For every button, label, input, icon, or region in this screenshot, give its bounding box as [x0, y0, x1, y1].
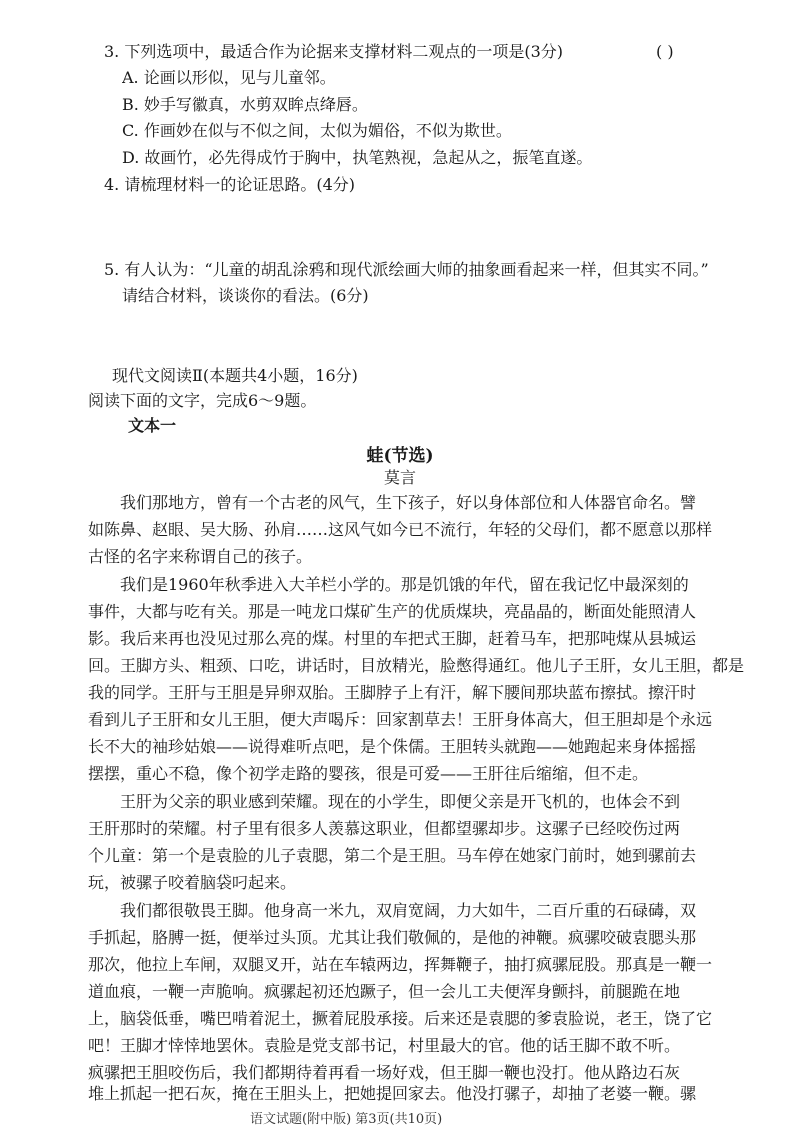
- article-line: 回。王脚方头、粗颈、口吃，讲话时，目放精光，脸憋得通红。他儿子王肝，女儿王胆，都是: [88, 656, 745, 675]
- question-3-stem: 3. 下列选项中，最适合作为论据来支撑材料二观点的一项是(3分): [104, 42, 564, 61]
- article-line: 事件，大都与吃有关。那是一吨龙口煤矿生产的优质煤块，亮晶晶的，断面处能照清人: [88, 602, 697, 621]
- section-heading: 现代文阅读Ⅱ(本题共4小题，16分): [112, 366, 358, 385]
- article-line: 看到儿子王肝和女儿王胆，便大声喝斥：回家割草去！王肝身体高大，但王胆却是个永远: [88, 710, 713, 729]
- article-title: 蛙(节选): [366, 446, 434, 466]
- article-line: 王肝那时的荣耀。村子里有很多人羡慕这职业，但都望骡却步。这骡子已经咬伤过两: [88, 819, 681, 838]
- question-5-line-1: 5. 有人认为：“儿童的胡乱涂鸦和现代派绘画大师的抽象画看起来一样，但其实不同。”: [104, 260, 709, 279]
- article-line: 我们那地方，曾有一个古老的风气，生下孩子，好以身体部位和人体器官命名。譬: [120, 493, 697, 512]
- article-line: 摆摆，重心不稳，像个初学走路的婴孩，很是可爱——王肝往后缩缩，但不走。: [88, 764, 649, 783]
- question-3-option-d: D. 故画竹，必先得成竹于胸中，执笔熟视，急起从之，振笔直遂。: [122, 148, 593, 167]
- article-author: 莫言: [383, 468, 416, 487]
- question-3-option-b: B. 妙手写徽真，水剪双眸点绛唇。: [122, 95, 368, 114]
- section-instruction: 阅读下面的文字，完成6～9题。: [88, 391, 317, 410]
- article-line: 我们都很敬畏王脚。他身高一米九，双肩宽阔，力大如牛，二百斤重的石碌碡，双: [120, 901, 697, 920]
- article-line: 我的同学。王肝与王胆是异卵双胎。王脚脖子上有汗，解下腰间那块蓝布擦拭。擦汗时: [88, 683, 697, 702]
- article-line: 王肝为父亲的职业感到荣耀。现在的小学生，即便父亲是开飞机的，也体会不到: [120, 792, 681, 811]
- article-line: 长不大的袖珍姑娘——说得难听点吧，是个侏儒。王胆转头就跑——她跑起来身体摇摇: [88, 737, 697, 756]
- question-3-option-c: C. 作画妙在似与不似之间，太似为媚俗，不似为欺世。: [122, 121, 512, 140]
- article-line: 吧！王脚才悻悻地罢休。袁脸是党支部书记，村里最大的官。他的话王脚不敢不听。: [88, 1036, 681, 1055]
- article-line: 那次，他拉上车闸，双腿叉开，站在车辕两边，挥舞鞭子，抽打疯骡屁股。那真是一鞭一: [88, 955, 713, 974]
- article-line: 上，脑袋低垂，嘴巴啃着泥土，撅着屁股承接。后来还是袁腮的爹袁脸说，老王，饶了它: [88, 1009, 713, 1028]
- page-footer: 语文试题(附中版) 第3页(共10页): [250, 1112, 443, 1127]
- article-line: 疯骡把王胆咬伤后，我们都期待着再看一场好戏，但王脚一鞭也没打。他从路边石灰: [88, 1063, 681, 1082]
- article-line: 古怪的名字来称谓自己的孩子。: [88, 547, 313, 566]
- article-line: 手抓起，胳膊一挺，便举过头顶。尤其让我们敬佩的，是他的神鞭。疯骡咬破袁腮头那: [88, 928, 697, 947]
- article-line: 我们是1960年秋季进入大羊栏小学的。那是饥饿的年代，留在我记忆中最深刻的: [120, 575, 689, 594]
- article-line: 道血痕，一鞭一声脆响。疯骡起初还尥蹶子，但一会儿工夫便浑身颤抖，前腿跪在地: [88, 982, 681, 1001]
- text-label: 文本一: [128, 416, 177, 435]
- article-line: 如陈鼻、赵眼、吴大肠、孙肩……这风气如今已不流行，年轻的父母们，都不愿意以那样: [88, 520, 713, 539]
- article-line: 玩，被骡子咬着脑袋叼起来。: [88, 873, 297, 892]
- article-line: 影。我后来再也没见过那么亮的煤。村里的车把式王脚，赶着马车，把那吨煤从县城运: [88, 629, 697, 648]
- question-4: 4. 请梳理材料一的论证思路。(4分): [104, 175, 356, 194]
- answer-bracket: ( ): [656, 42, 674, 61]
- question-3-option-a: A. 论画以形似，见与儿童邻。: [122, 68, 336, 87]
- question-5-line-2: 请结合材料，谈谈你的看法。(6分): [122, 286, 369, 305]
- article-line: 个儿童：第一个是袁脸的儿子袁腮，第二个是王胆。马车停在她家门前时，她到骡前去: [88, 846, 697, 865]
- article-line: 堆上抓起一把石灰，掩在王胆头上，把她提回家去。他没打骡子，却抽了老婆一鞭。骡: [88, 1084, 697, 1103]
